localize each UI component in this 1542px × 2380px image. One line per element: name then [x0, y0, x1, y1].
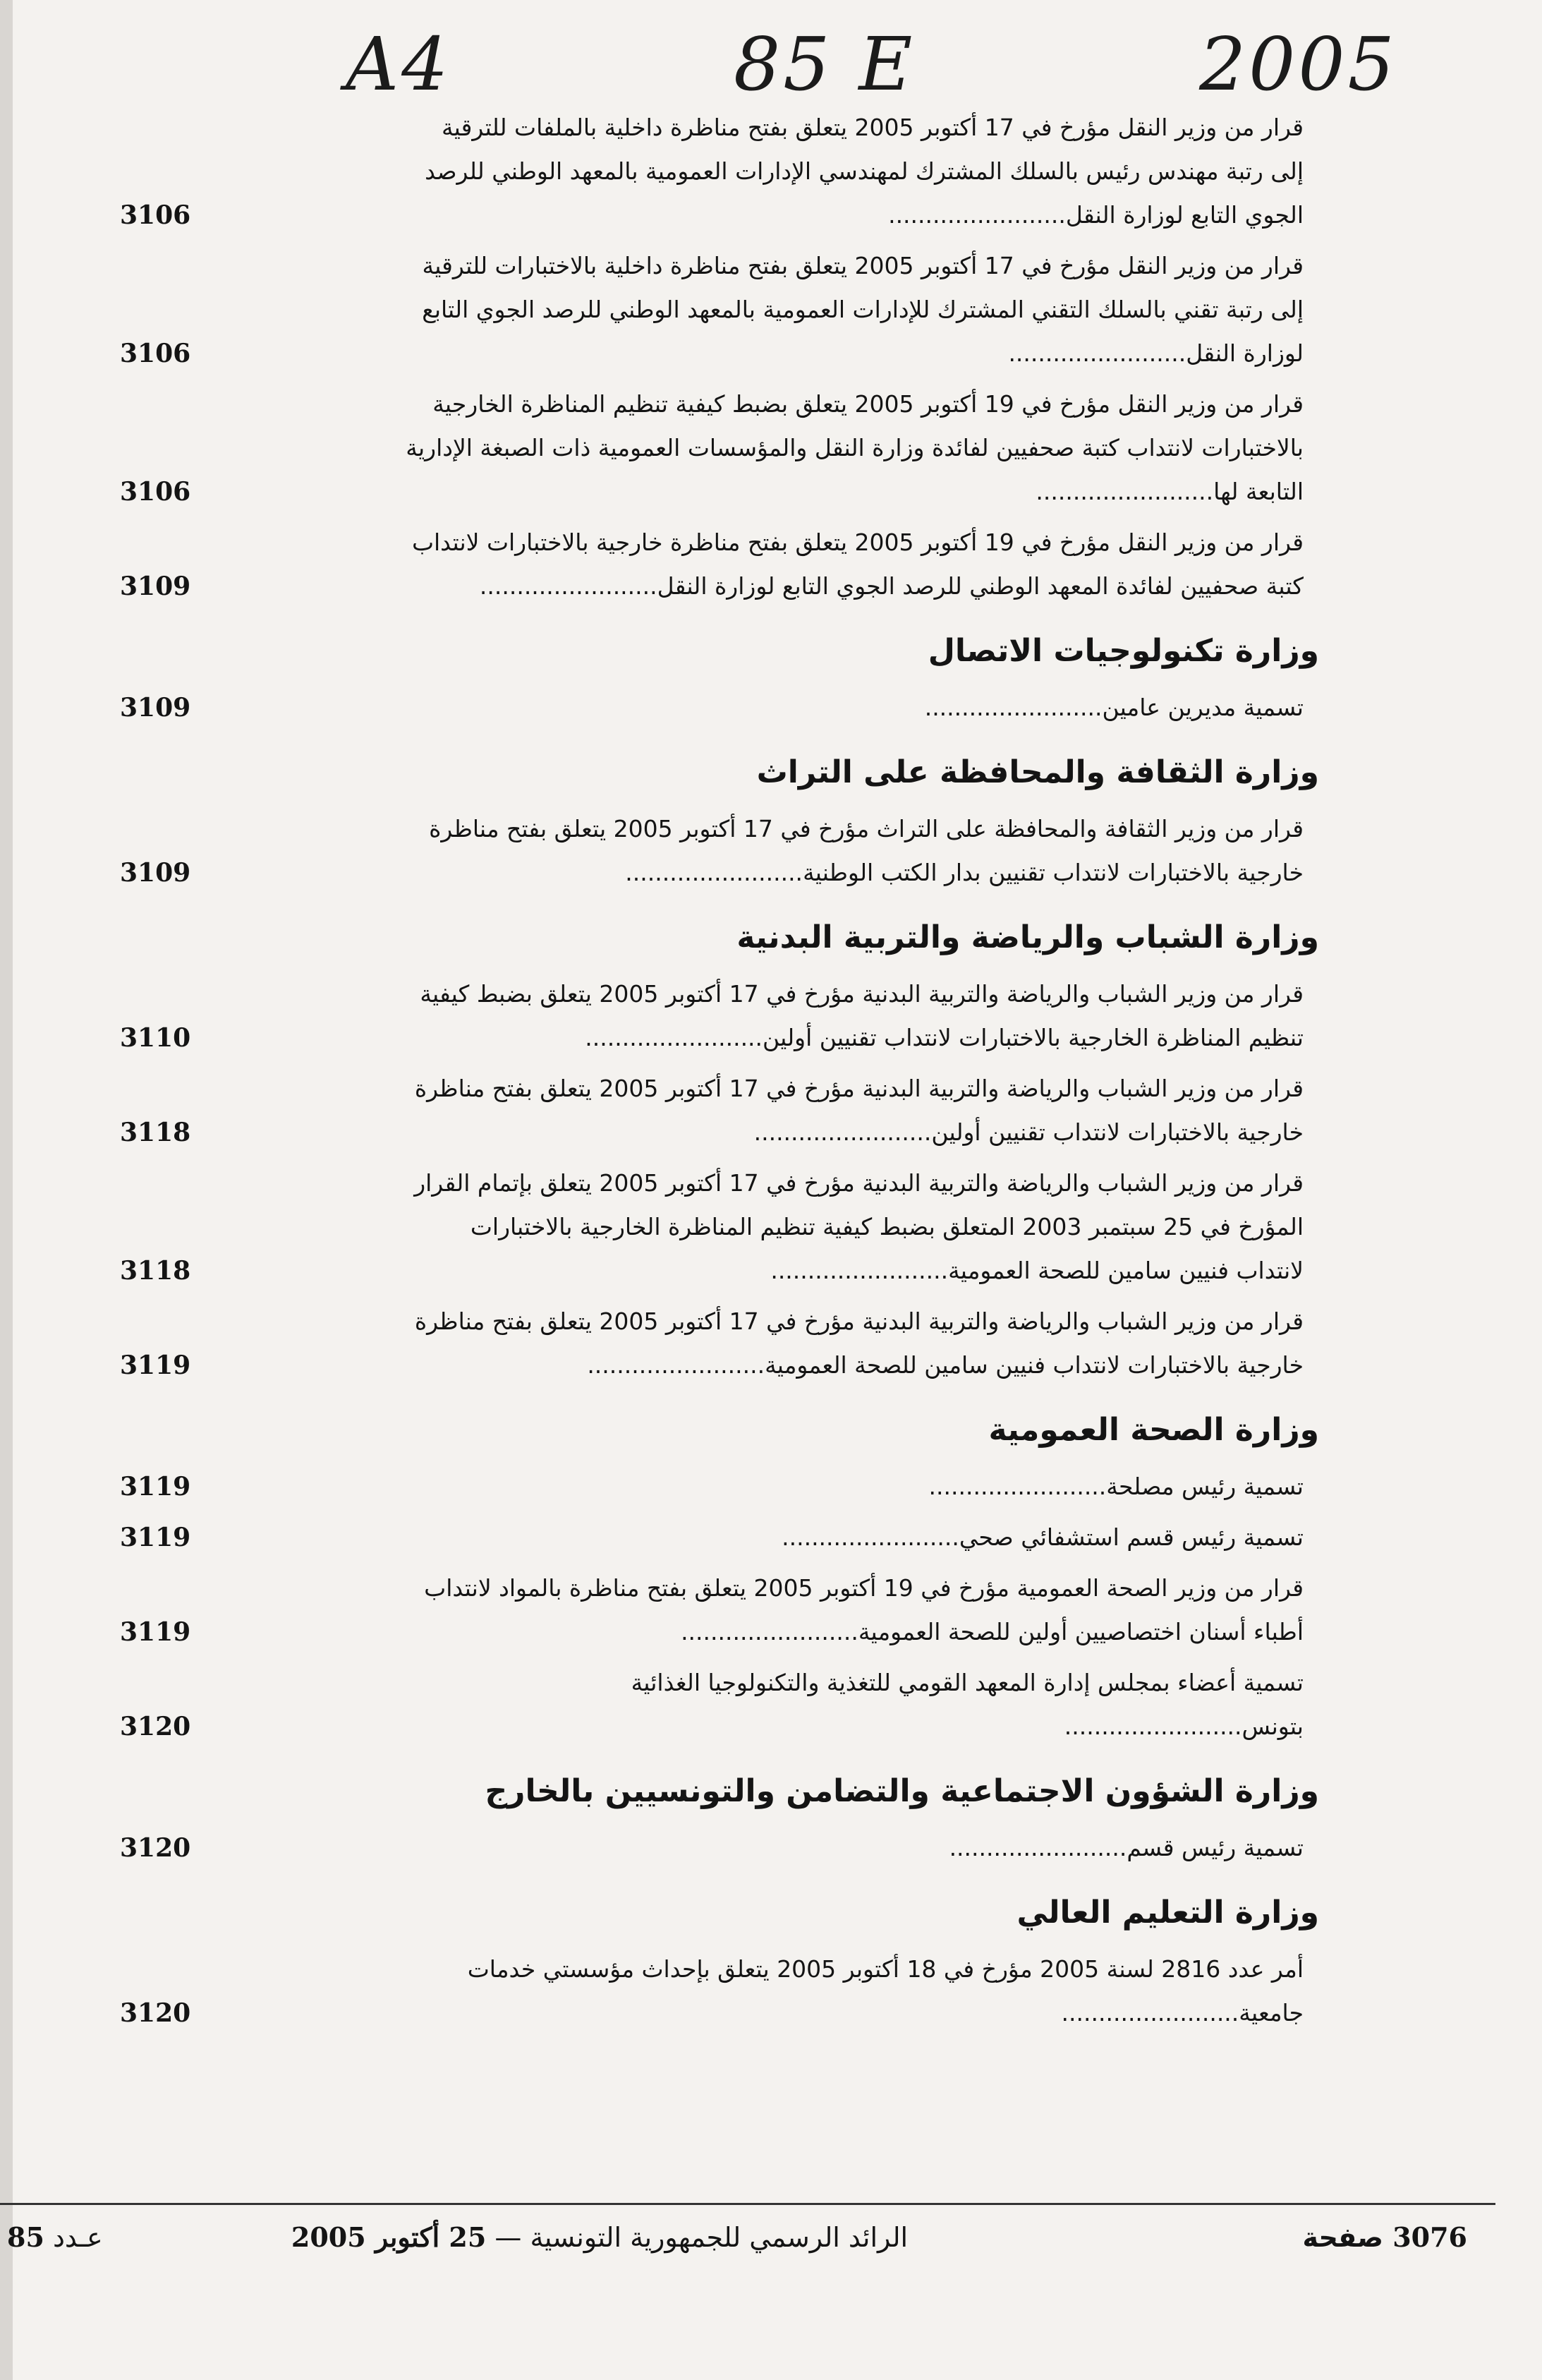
dot-leader: ........................ [924, 694, 1103, 721]
toc-page-number: 3120 [120, 1833, 191, 1863]
annotation-year: 2005 [1199, 21, 1397, 107]
toc-entry-text [402, 244, 1304, 375]
toc-entry-text [402, 1661, 1304, 1748]
ministry-heading: وزارة تكنولوجيات الاتصال [928, 633, 1319, 669]
toc-entry-text [402, 1516, 1304, 1559]
dot-leader: ........................ [1036, 478, 1214, 505]
toc-page-number: 3119 [120, 1351, 191, 1380]
toc-entry-text [402, 1161, 1304, 1293]
toc-page-number: 3106 [120, 339, 191, 368]
toc-entry-title: قرار من وزير الثقافة والمحافظة على التراث مؤرخ في 17 أكتوبر 2005 يتعلق بفتح مناظرة خارجية بالاختبارات لانتداب تقنيين بدار الكتب الوطنية [429, 815, 1304, 886]
toc-entry [120, 382, 1319, 514]
toc-entry-text [402, 1826, 1304, 1870]
toc-entry-title: قرار من وزير الشباب والرياضة والتربية البدنية مؤرخ في 17 أكتوبر 2005 يتعلق بفتح مناظرة خارجية بالاختبارات لانتداب تقنيين أولين [414, 1075, 1304, 1146]
footer-issue [7, 2221, 103, 2253]
toc-entry-title: قرار من وزير الشباب والرياضة والتربية البدنية مؤرخ في 17 أكتوبر 2005 يتعلق بفتح مناظرة خارجية بالاختبارات لانتداب فنيين سامين للصحة العمومية [414, 1307, 1304, 1379]
dot-leader: ........................ [782, 1523, 959, 1551]
dot-leader: ........................ [587, 1351, 765, 1379]
footer-issue-number: 85 [7, 2221, 44, 2253]
toc-page-number: 3109 [120, 572, 191, 601]
toc-page-number: 3119 [120, 1523, 191, 1552]
toc-entry-text [402, 1947, 1304, 2035]
footer-date: 25 أكتوبر 2005 [291, 2221, 487, 2253]
dot-leader: ........................ [753, 1118, 932, 1146]
toc-entry [120, 1067, 1319, 1154]
toc-page-number: 3106 [120, 477, 191, 507]
toc-entry [120, 106, 1319, 237]
annotation-issue: 85 E [734, 21, 916, 107]
dot-leader: ........................ [928, 1473, 1107, 1500]
toc-entry-text [402, 382, 1304, 514]
footer-divider [0, 2203, 1495, 2205]
dot-leader: ........................ [1008, 339, 1186, 367]
dot-leader: ........................ [1061, 1999, 1239, 2026]
toc-entry [120, 244, 1319, 375]
ministry-heading: وزارة الشباب والرياضة والتربية البدنية [736, 919, 1319, 955]
toc-entry-title: قرار من وزير النقل مؤرخ في 17 أكتوبر 2005 يتعلق بفتح مناظرة داخلية بالملفات للترقية إلى رتبة مهندس رئيس بالسلك المشترك لمهندسي الإدارات العمومية بالمعهد الوطني للرصد الجوي التابع لوزارة النقل [425, 114, 1304, 229]
toc-page-number: 3120 [120, 1998, 191, 2028]
toc-entry [120, 1300, 1319, 1387]
footer-page-number: 3076 [1392, 2221, 1467, 2253]
toc-entry-text [402, 686, 1304, 730]
dot-leader: ........................ [770, 1257, 949, 1284]
footer-page-word: صفحة [1302, 2222, 1383, 2253]
handwritten-annotation [346, 21, 1432, 113]
toc-entry [120, 686, 1319, 730]
page-footer [0, 2221, 1495, 2271]
toc-entry-title: قرار من وزير الشباب والرياضة والتربية البدنية مؤرخ في 17 أكتوبر 2005 يتعلق بإتمام القرار المؤرخ في 25 سبتمبر 2003 المتعلق بضبط كيفية تنظيم المناظرة الخارجية بالاختبارات لانتداب فنيين سامين للصحة العمومية [414, 1169, 1304, 1284]
toc-entry-text [402, 972, 1304, 1060]
toc-entry [120, 1161, 1319, 1293]
toc-entry-title: تسمية رئيس مصلحة [1106, 1473, 1304, 1500]
dot-leader: ........................ [479, 572, 657, 600]
toc-entry-text [402, 1300, 1304, 1387]
toc-entry [120, 521, 1319, 608]
dot-leader: ........................ [1064, 1712, 1242, 1740]
toc-entry-title: قرار من وزير النقل مؤرخ في 19 أكتوبر 2005 يتعلق بضبط كيفية تنظيم المناظرة الخارجية بالاختبارات لانتداب كتبة صحفيين لفائدة وزارة النقل والمؤسسات العمومية ذات الصبغة الإدارية التابعة لها [406, 390, 1304, 505]
toc-entry-title: أمر عدد 2816 لسنة 2005 مؤرخ في 18 أكتوبر 2005 يتعلق بإحداث مؤسستي خدمات جامعية [467, 1955, 1304, 2026]
toc-entry-text [402, 106, 1304, 237]
toc-page-number: 3119 [120, 1472, 191, 1502]
toc-page-number: 3119 [120, 1617, 191, 1647]
annotation-code: A4 [346, 21, 451, 107]
toc-entry [120, 972, 1319, 1060]
footer-gazette-title [282, 2221, 917, 2253]
ministry-heading: وزارة التعليم العالي [1016, 1895, 1319, 1931]
toc-entry-title: قرار من وزير النقل مؤرخ في 17 أكتوبر 2005 يتعلق بفتح مناظرة داخلية بالاختبارات للترقية إلى رتبة تقني بالسلك التقني المشترك للإدارات العمومية بالمعهد الوطني للرصد الجوي التابع لوزارة النقل [422, 252, 1304, 367]
toc-entry [120, 1826, 1319, 1870]
toc-page-number: 3118 [120, 1256, 191, 1286]
toc-entry-title: تسمية أعضاء بمجلس إدارة المعهد القومي للتغذية والتكنولوجيا الغذائية بتونس [631, 1669, 1304, 1740]
toc-entry-text [402, 807, 1304, 895]
toc-entry-text [402, 1067, 1304, 1154]
dot-leader: ........................ [681, 1618, 858, 1645]
toc-page-number: 3110 [120, 1023, 191, 1053]
toc-entry [120, 1516, 1319, 1559]
toc-entry-title: قرار من وزير الصحة العمومية مؤرخ في 19 أكتوبر 2005 يتعلق بفتح مناظرة بالمواد لانتداب أطباء أسنان اختصاصيين أولين للصحة العمومية [424, 1574, 1304, 1645]
toc-page-number: 3120 [120, 1712, 191, 1741]
toc-entry [120, 807, 1319, 895]
toc-page-number: 3106 [120, 200, 191, 230]
toc-entry-text [402, 521, 1304, 608]
dot-leader: ........................ [888, 201, 1066, 229]
dot-leader: ........................ [585, 1024, 763, 1051]
toc-entry-text [402, 1566, 1304, 1654]
toc-entry-title: تسمية رئيس قسم استشفائي صحي [959, 1523, 1304, 1551]
toc-entry-title: تسمية مديرين عامين [1102, 694, 1304, 721]
toc-entry [120, 1465, 1319, 1509]
dot-leader: ........................ [625, 859, 803, 886]
toc-page-number: 3118 [120, 1118, 191, 1147]
toc-entry-text [402, 1465, 1304, 1509]
ministry-heading: وزارة الصحة العمومية [988, 1412, 1319, 1448]
ministry-heading: وزارة الثقافة والمحافظة على التراث [756, 754, 1319, 790]
scan-edge [0, 0, 13, 2380]
toc-page-number: 3109 [120, 858, 191, 888]
footer-gazette-name: الرائد الرسمي للجمهورية التونسية — [494, 2222, 909, 2253]
toc-entry [120, 1566, 1319, 1654]
toc-entry [120, 1947, 1319, 2035]
dot-leader: ........................ [949, 1834, 1127, 1861]
toc-entry [120, 1661, 1319, 1748]
toc-page-number: 3109 [120, 693, 191, 723]
footer-issue-label: عـدد [52, 2222, 103, 2253]
table-of-contents [120, 106, 1319, 2042]
toc-entry-title: قرار من وزير الشباب والرياضة والتربية البدنية مؤرخ في 17 أكتوبر 2005 يتعلق بضبط كيفية تنظيم المناظرة الخارجية بالاختبارات لانتداب تقنيين أولين [420, 980, 1304, 1051]
toc-entry-title: تسمية رئيس قسم [1127, 1834, 1304, 1861]
toc-entry-title: قرار من وزير النقل مؤرخ في 19 أكتوبر 2005 يتعلق بفتح مناظرة خارجية بالاختبارات لانتداب كتبة صحفيين لفائدة المعهد الوطني للرصد الجوي التابع لوزارة النقل [411, 528, 1304, 600]
footer-page-label [1302, 2221, 1467, 2253]
ministry-heading: وزارة الشؤون الاجتماعية والتضامن والتونسيين بالخارج [485, 1773, 1319, 1809]
